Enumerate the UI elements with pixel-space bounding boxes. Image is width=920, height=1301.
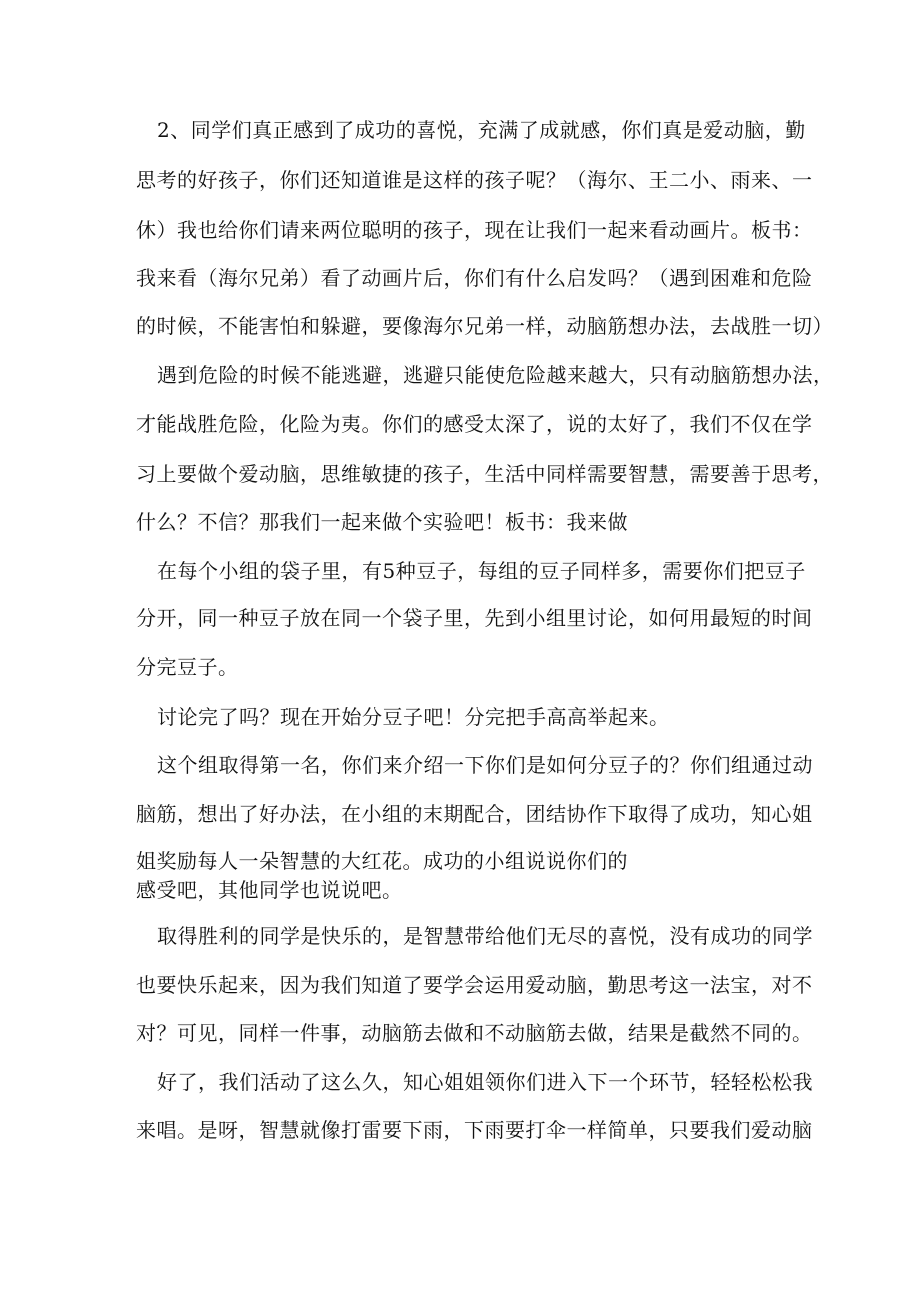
text-line: 也要快乐起来，因为我们知道了要学会运用爱动脑，勤思考这一法宝，对不 [136, 973, 813, 997]
text-line: 感受吧，其他同学也说说吧。 [136, 878, 403, 902]
text-line: 的时候，不能害怕和躲避，要像海尔兄弟一样，动脑筋想办法，去战胜一切） [136, 314, 833, 338]
text-line: 2、同学们真正感到了成功的喜悦，充满了成就感，你们真是爱动脑，勤 [157, 118, 806, 142]
text-line: 这个组取得第一名，你们来介绍一下你们是如何分豆子的？你们组通过动 [157, 753, 813, 777]
text-line: 分完豆子。 [136, 655, 239, 679]
text-line: 在每个小组的袋子里，有5种豆子，每组的豆子同样多，需要你们把豆子 [157, 559, 806, 583]
text-line: 来唱。是呀，智慧就像打雷要下雨，下雨要打伞一样简单，只要我们爱动脑 [136, 1118, 813, 1142]
text-line: 好了，我们活动了这么久，知心姐姐领你们进入下一个环节，轻轻松松我 [157, 1070, 813, 1094]
text-line: 对？可见，同样一件事，动脑筋去做和不动脑筋去做，结果是截然不同的。 [136, 1021, 813, 1045]
text-line: 遇到危险的时候不能逃避，逃避只能使危险越来越大，只有动脑筋想办法， [157, 363, 834, 387]
text-line: 什么？不信？那我们一起来做个实验吧！板书：我来做 [136, 510, 628, 534]
text-line: 我来看（海尔兄弟）看了动画片后，你们有什么启发吗？（遇到困难和危险 [136, 266, 813, 290]
text-line: 休）我也给你们请来两位聪明的孩子，现在让我们一起来看动画片。板书： [136, 218, 813, 242]
text-line: 习上要做个爱动脑，思维敏捷的孩子，生活中同样需要智慧，需要善于思考， [136, 462, 833, 486]
text-line: 分开，同一种豆子放在同一个袋子里，先到小组里讨论，如何用最短的时间 [136, 606, 813, 630]
text-line: 取得胜利的同学是快乐的，是智慧带给他们无尽的喜悦，没有成功的同学 [157, 924, 813, 948]
text-line: 脑筋，想出了好办法，在小组的末期配合，团结协作下取得了成功，知心姐 [136, 802, 813, 826]
text-line: 思考的好孩子，你们还知道谁是这样的孩子呢？（海尔、王二小、雨来、一 [136, 168, 813, 192]
text-line: 姐奖励每人一朵智慧的大红花。成功的小组说说你们的 [136, 849, 628, 873]
text-line: 讨论完了吗？现在开始分豆子吧！分完把手高高举起来。 [157, 705, 670, 729]
text-line: 才能战胜危险，化险为夷。你们的感受太深了，说的太好了，我们不仅在学 [136, 412, 813, 436]
